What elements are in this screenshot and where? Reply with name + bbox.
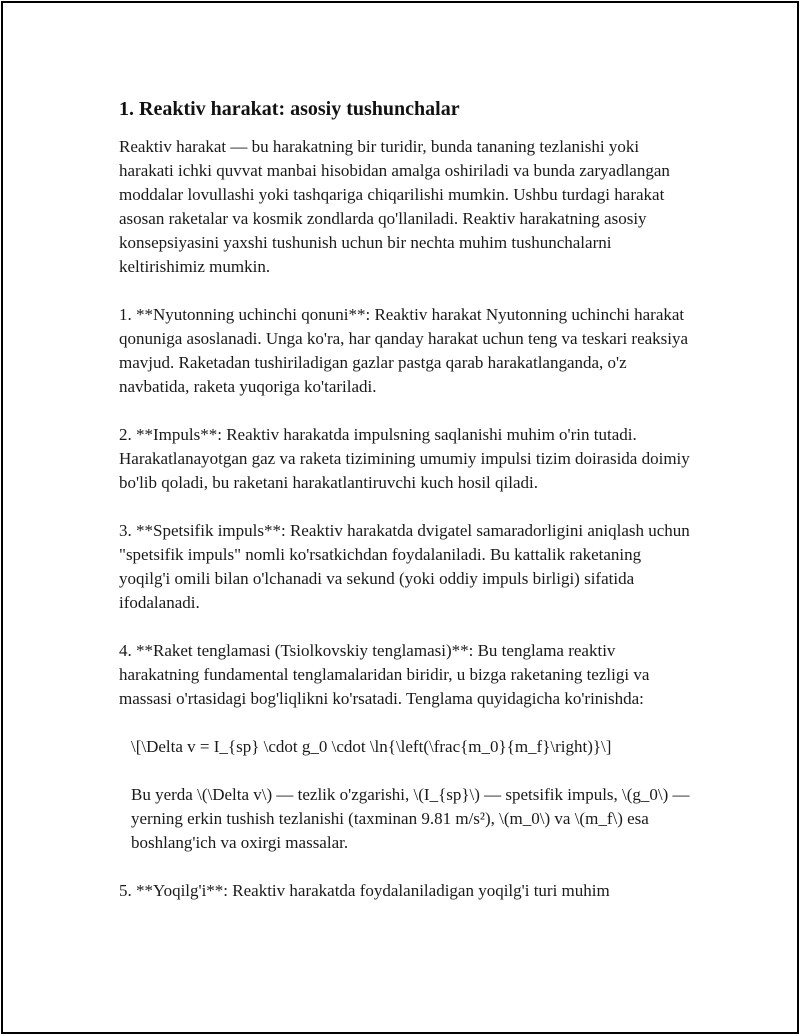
document-page [1, 1, 799, 1034]
rocket-equation-formula: \[\Delta v = I_{sp} \cdot g_0 \cdot \ln{\left(\frac{m_0}{m_f}\right)}\] [131, 737, 612, 756]
item-fuel: 5. **Yoqilg'i**: Reaktiv harakatda foydalaniladigan yoqilg'i turi muhim [119, 881, 610, 900]
item-impulse: 2. **Impuls**: Reaktiv harakatda impulsning saqlanishi muhim o'rin tutadi. Harakatlanayotgan gaz va raketa tizimining umumiy impulsi tizim doirasida doimiy bo'lib qoladi, bu raketani harakatlantiruvchi kuch hosil qiladi. [119, 425, 690, 492]
equation-explanation: Bu yerda \(\Delta v\) — tezlik o'zgarishi, \(I_{sp}\) — spetsifik impuls, \(g_0\) — yerning erkin tushish tezlanishi (taxminan 9.81 m/s²), \(m_0\) va \(m_f\) esa boshlang'ich va oxirgi massalar. [131, 785, 690, 852]
item-specific-impulse: 3. **Spetsifik impuls**: Reaktiv harakatda dvigatel samaradorligini aniqlash uchun "spetsifik impuls" nomli ko'rsatkichdan foydalaniladi. Bu kattalik raketaning yoqilg'i omili bilan o'lchanadi va sekund (yoki oddiy impuls birligi) sifatida ifodalanadi. [119, 521, 690, 612]
item-rocket-equation: 4. **Raket tenglamasi (Tsiolkovskiy tenglamasi)**: Bu tenglama reaktiv harakatning fundamental tenglamalaridan biridir, u bizga raketaning tezligi va massasi o'rtasidagi bog'liqlikni ko'rsatadi. Tenglama quyidagicha ko'rinishda: [119, 641, 650, 708]
item-newton-third-law: 1. **Nyutonning uchinchi qonuni**: Reaktiv harakat Nyutonning uchinchi harakat qonuniga asoslanadi. Unga ko'ra, har qanday harakat uchun teng va teskari reaksiya mavjud. Raketadan tushiriladigan gazlar pastga qarab harakatlanganda, o'z navbatida, raketa yuqoriga ko'tariladi. [119, 305, 689, 396]
intro-paragraph: Reaktiv harakat — bu harakatning bir turidir, bunda tananing tezlanishi yoki harakati ichki quvvat manbai hisobidan amalga oshiriladi va bunda zaryadlangan moddalar lovullashi yoki tashqariga chiqarilishi mumkin. Ushbu turdagi harakat asosan raketalar va kosmik zondlarda qo'llaniladi. Reaktiv harakatning asosiy konsepsiyasini yaxshi tushunish uchun bir nechta muhim tushunchalarni keltirishimiz mumkin. [119, 137, 670, 276]
document-body [119, 95, 695, 927]
section-heading: 1. Reaktiv harakat: asosiy tushunchalar [119, 98, 460, 120]
